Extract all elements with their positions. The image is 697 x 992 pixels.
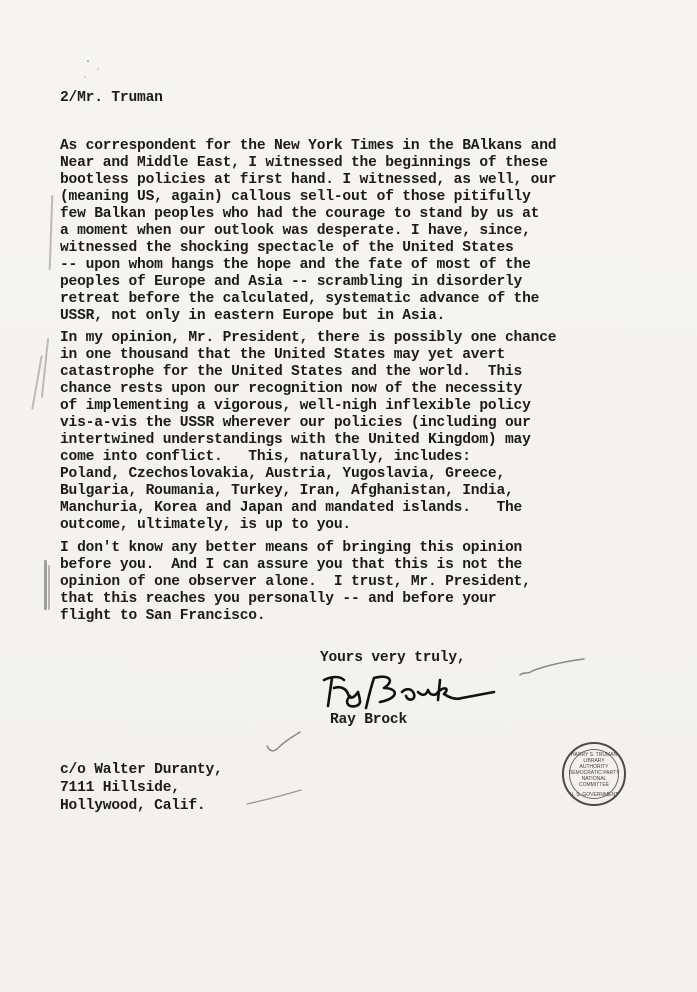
paragraph-line: -- upon whom hangs the hope and the fate of most of the <box>60 257 531 273</box>
stamp-text: DEMOCRATIC PARTY <box>568 770 620 776</box>
paragraph-line: a moment when our outlook was desperate. I have, since, <box>60 223 531 239</box>
handwritten-signature <box>318 670 498 710</box>
pencil-margin-mark <box>49 195 54 270</box>
address-line: Hollywood, Calif. <box>60 798 206 814</box>
paragraph-line: USSR, not only in eastern Europe but in Asia. <box>60 308 446 324</box>
page-header: 2/Mr. Truman <box>60 90 163 106</box>
paragraph-line: (meaning US, again) callous sell-out of those pitifully <box>60 189 531 205</box>
pencil-margin-mark <box>31 355 43 410</box>
pencil-check-mark <box>518 655 588 680</box>
paragraph-line: retreat before the calculated, systematic advance of the <box>60 291 540 307</box>
pencil-check-mark <box>264 728 304 756</box>
paragraph-line: catastrophe for the United States and the world. This <box>60 364 523 380</box>
paragraph-line: Near and Middle East, I witnessed the beginnings of these <box>60 155 548 171</box>
paragraph-line: Manchuria, Korea and Japan and mandated islands. The <box>60 500 523 516</box>
paper-specks <box>80 55 120 85</box>
pencil-margin-mark <box>41 338 49 398</box>
typed-name: Ray Brock <box>330 712 408 728</box>
address-line: c/o Walter Duranty, <box>60 762 223 778</box>
paragraph-line: that this reaches you personally -- and before your <box>60 591 497 607</box>
closing: Yours very truly, <box>320 650 466 666</box>
paragraph-line: outcome, ultimately, is up to you. <box>60 517 351 533</box>
paragraph-line: few Balkan peoples who had the courage to stand by us at <box>60 206 540 222</box>
paragraph-line: intertwined understandings with the United Kingdom) may <box>60 432 531 448</box>
stamp-text: COMMITTEE <box>579 782 609 788</box>
paragraph-line: opinion of one observer alone. I trust, Mr. President, <box>60 574 531 590</box>
stamp-text: HARRY S. TRUMAN LIBRARY <box>570 752 618 764</box>
paragraph-line: in one thousand that the United States may yet avert <box>60 347 505 363</box>
paragraph-line: come into conflict. This, naturally, includes: <box>60 449 471 465</box>
paragraph-line: before you. And I can assure you that this is not the <box>60 557 523 573</box>
paragraph-line: peoples of Europe and Asia -- scrambling in disorderly <box>60 274 523 290</box>
paragraph-line: chance rests upon our recognition now of the necessity <box>60 381 523 397</box>
stamp-text: AUTHORITY <box>579 764 609 770</box>
stamp-text: NATIONAL <box>581 776 607 782</box>
paragraph-line: bootless policies at first hand. I witnessed, as well, our <box>60 172 557 188</box>
library-stamp <box>562 742 626 806</box>
stamp-text: U. S. GOVERNMENT <box>569 792 619 798</box>
pencil-check-mark <box>245 786 305 808</box>
paragraph-line: In my opinion, Mr. President, there is possibly one chance <box>60 330 557 346</box>
pencil-margin-mark <box>48 565 50 610</box>
address-line: 7111 Hillside, <box>60 780 180 796</box>
paragraph-line: Poland, Czechoslovakia, Austria, Yugoslavia, Greece, <box>60 466 505 482</box>
paragraph-line: As correspondent for the New York Times in the BAlkans and <box>60 138 557 154</box>
paragraph-line: I don't know any better means of bringing this opinion <box>60 540 523 556</box>
paragraph-line: Bulgaria, Roumania, Turkey, Iran, Afghanistan, India, <box>60 483 514 499</box>
paragraph-line: vis-a-vis the USSR wherever our policies (including our <box>60 415 531 431</box>
paragraph-line: flight to San Francisco. <box>60 608 266 624</box>
pencil-margin-mark <box>44 560 47 610</box>
paragraph-line: witnessed the shocking spectacle of the United States <box>60 240 514 256</box>
paragraph-line: of implementing a vigorous, well-nigh inflexible policy <box>60 398 531 414</box>
